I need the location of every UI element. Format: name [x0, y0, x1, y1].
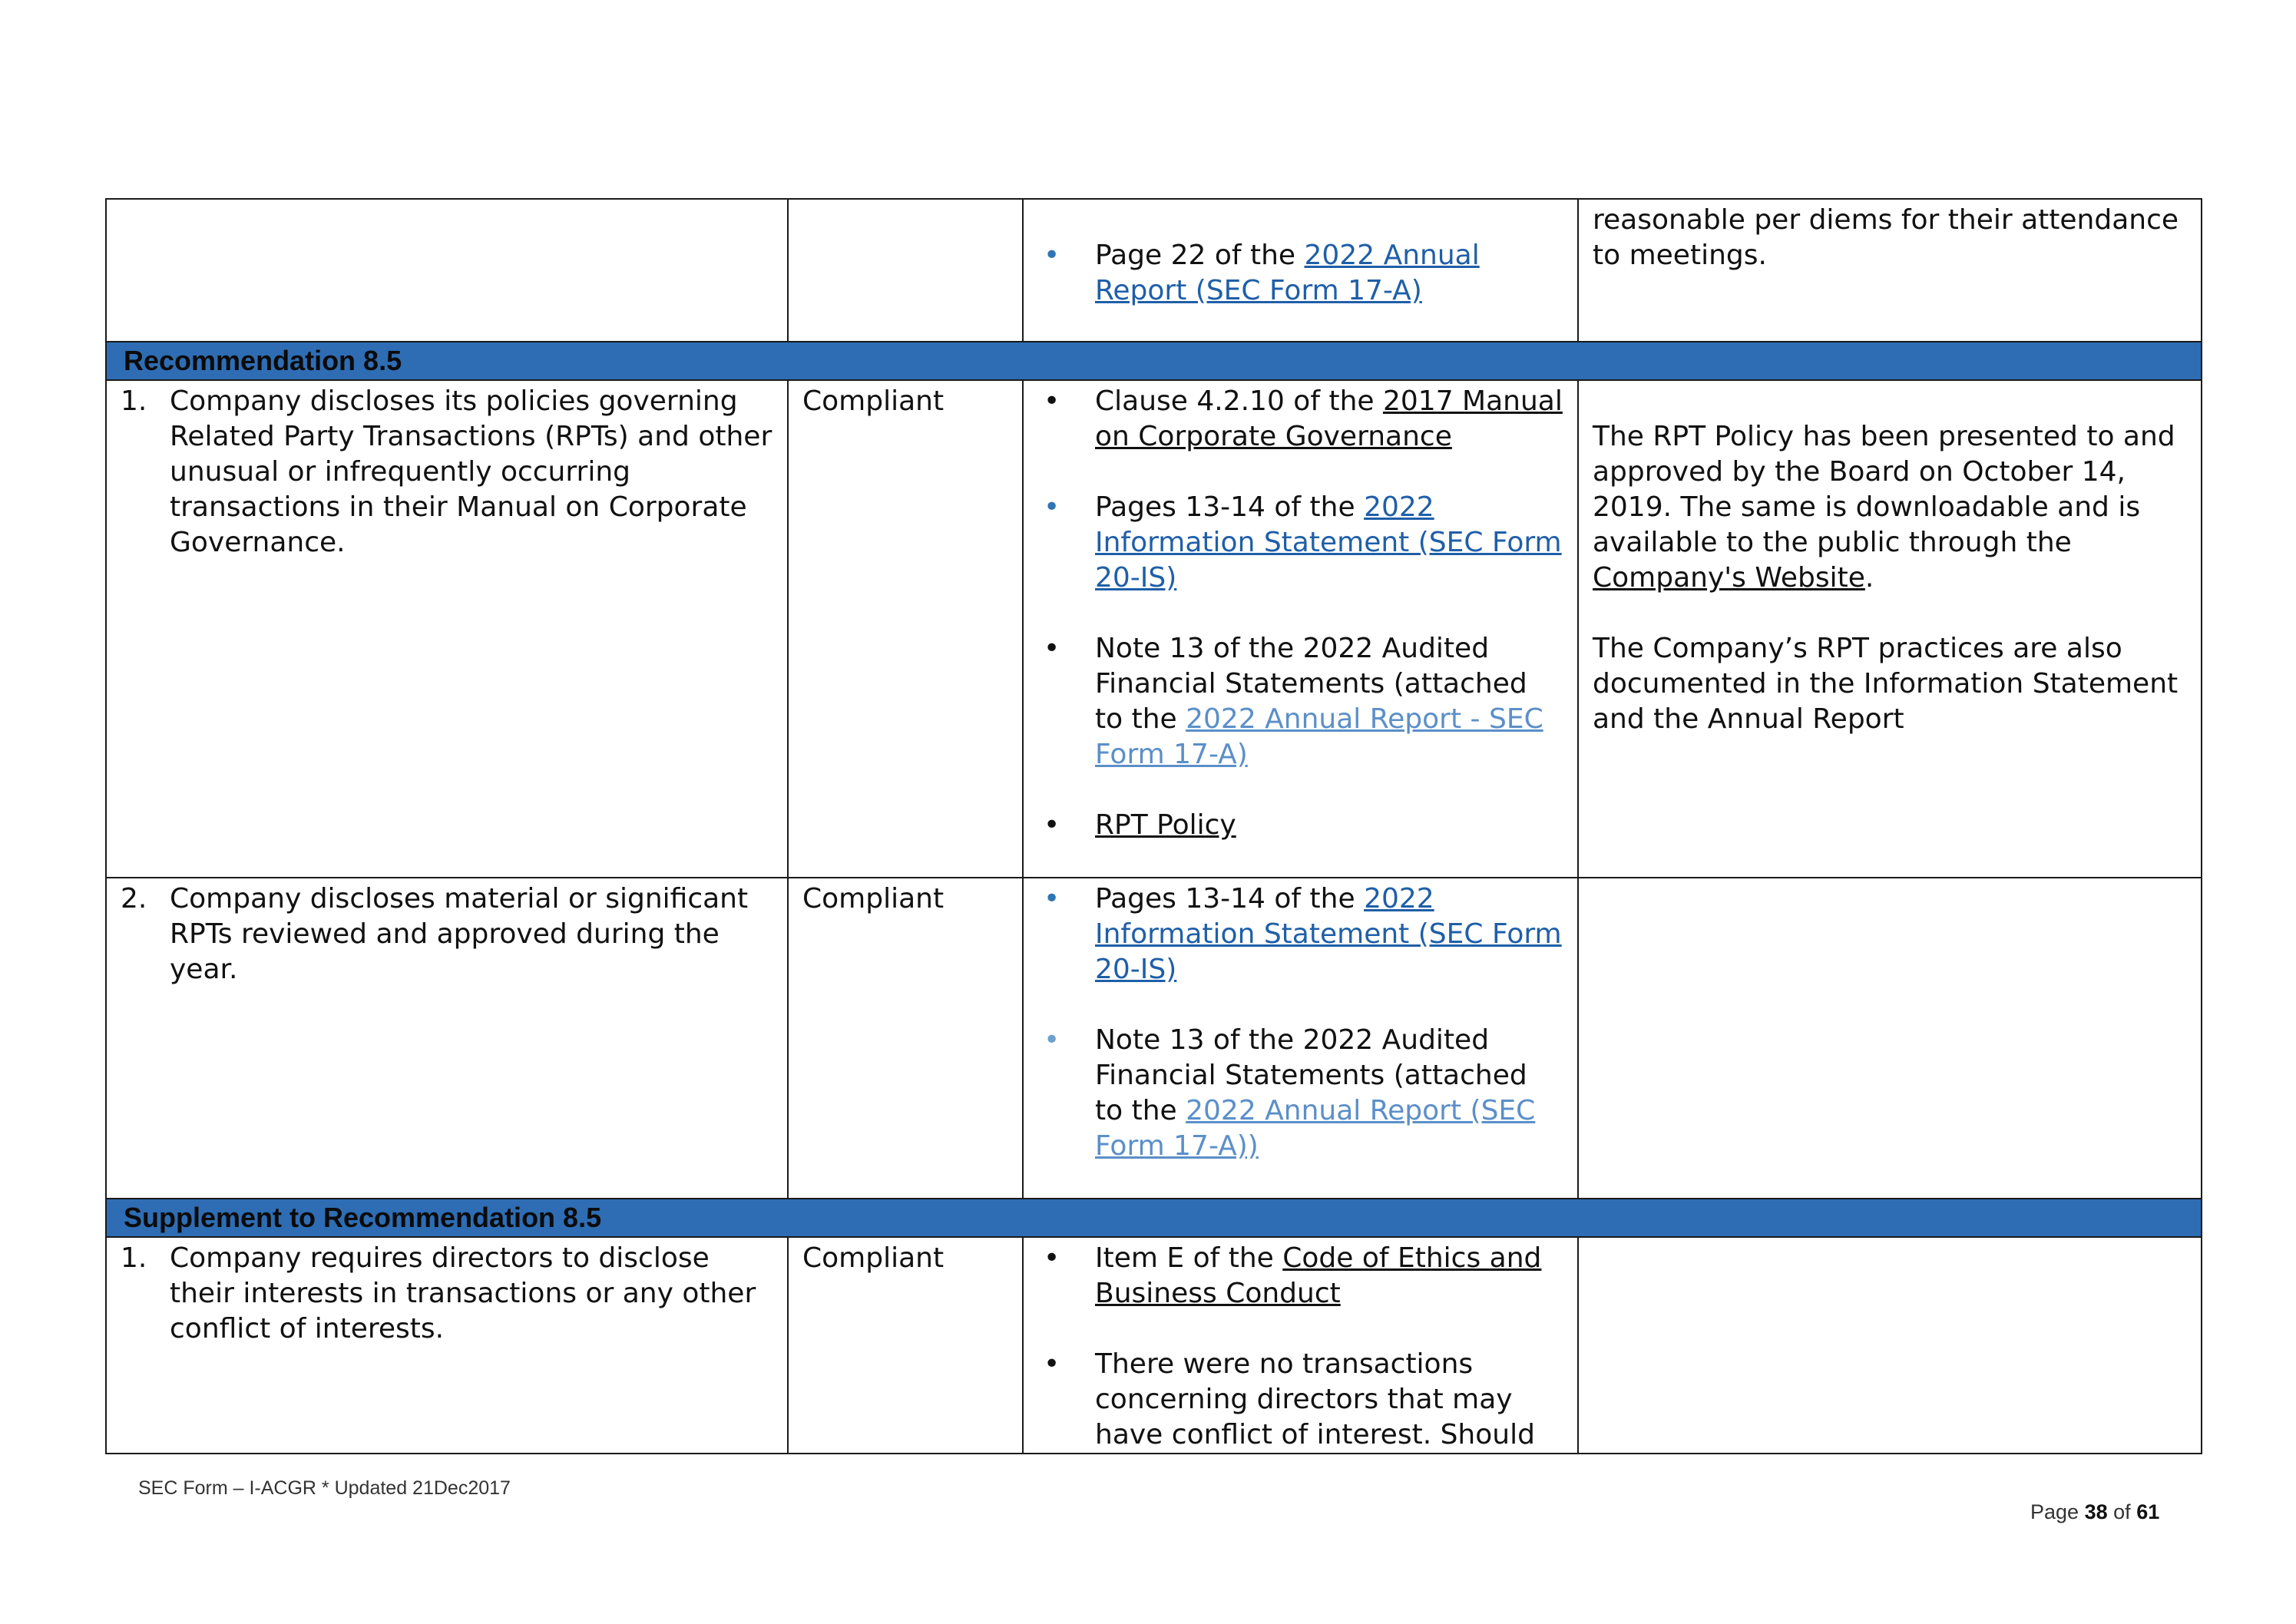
- bullet-icon: •: [1044, 883, 1060, 915]
- bullet-icon: •: [1044, 1348, 1060, 1380]
- acgr-table: [105, 198, 2202, 1454]
- bullet-icon: •: [1044, 385, 1060, 417]
- footer-form-label: SEC Form – I-ACGR * Updated 21Dec2017: [138, 1477, 511, 1499]
- bullet-icon: •: [1044, 491, 1060, 523]
- recommendation-text: Company discloses its policies governing Related Party Transactions (RPTs) and other unusual or infrequently occurring transactions in their Manual on Corporate Governance.: [170, 385, 773, 558]
- remarks-paragraph: The Company’s RPT practices are also documented in the Information Statement and the Annual Report: [1593, 633, 2179, 735]
- annual-report-link[interactable]: 2022 Annual Report - SEC Form 17-A): [1095, 703, 1543, 770]
- recommendation-cell: [106, 199, 788, 342]
- recommendation-cell: 1. Company requires directors to disclose their interests in transactions or any other conflict of interests.: [106, 1237, 788, 1454]
- list-item: • Note 13 of the 2022 Audited Financial Statements (attached to the 2022 Annual Report (SEC Form 17-A)): [1044, 1024, 1536, 1162]
- section-title: Supplement to Recommendation 8.5: [106, 1199, 2202, 1237]
- table-row: [106, 878, 2202, 1199]
- list-item: • Pages 13-14 of the 2022 Information Statement (SEC Form 20-IS): [1044, 491, 1562, 594]
- section-header: [106, 1199, 2202, 1237]
- section-header: [106, 342, 2202, 380]
- recommendation-text: Company discloses material or significant RPTs reviewed and approved during the year.: [170, 883, 749, 985]
- page-number: Page 38 of 61: [2030, 1500, 2160, 1523]
- bullet-icon: •: [1044, 240, 1060, 271]
- bullet-icon: •: [1044, 809, 1060, 841]
- compliance-cell: Compliant: [788, 1237, 1023, 1454]
- table-row: [106, 1237, 2202, 1454]
- information-statement-link[interactable]: 2022 Information Statement (SEC Form 20-IS): [1095, 491, 1562, 594]
- company-website-link[interactable]: Company's Website: [1593, 562, 1865, 594]
- explanation-cell: [1023, 1237, 1578, 1454]
- remarks-cell: [1578, 878, 2202, 1199]
- information-statement-link[interactable]: 2022 Information Statement (SEC Form 20-IS): [1095, 883, 1562, 985]
- compliance-cell: Compliant: [788, 380, 1023, 878]
- rpt-policy-link[interactable]: RPT Policy: [1095, 809, 1236, 841]
- code-of-ethics-link[interactable]: Code of Ethics and Business Conduct: [1095, 1242, 1542, 1309]
- explanation-cell: [1023, 878, 1578, 1199]
- list-item: • There were no transactions concerning directors that may have conflict of interest. Should: [1044, 1348, 1535, 1450]
- manual-link[interactable]: 2017 Manual on Corporate Governance: [1095, 385, 1563, 452]
- list-item: [1037, 808, 1563, 843]
- annual-report-link[interactable]: 2022 Annual Report (SEC Form 17-A)): [1095, 1095, 1536, 1162]
- list-item: • Page 22 of the 2022 Annual Report (SEC Form 17-A): [1044, 240, 1480, 306]
- bullet-icon: •: [1044, 633, 1060, 664]
- list-item: • Note 13 of the 2022 Audited Financial Statements (attached to the 2022 Annual Report - SEC Form 17-A): [1044, 633, 1543, 770]
- bullet-icon: •: [1044, 1242, 1060, 1274]
- table-row: [106, 380, 2202, 878]
- annual-report-link[interactable]: 2022 Annual Report (SEC Form 17-A): [1095, 240, 1480, 306]
- bullet-icon: •: [1044, 1024, 1060, 1056]
- compliance-cell: [788, 199, 1023, 342]
- explanation-cell: [1023, 199, 1578, 342]
- compliance-cell: Compliant: [788, 878, 1023, 1199]
- section-title: Recommendation 8.5: [106, 342, 2202, 380]
- explanation-cell: [1023, 380, 1578, 878]
- recommendation-cell: 1. Company discloses its policies governing Related Party Transactions (RPTs) and other unusual or infrequently occurring transactions in their Manual on Corporate Governance.: [106, 380, 788, 878]
- recommendation-text: Company requires directors to disclose their interests in transactions or any other conflict of interests.: [170, 1242, 756, 1345]
- remarks-cell: reasonable per diems for their attendance to meetings.: [1578, 199, 2202, 342]
- table-row: [106, 199, 2202, 342]
- remarks-paragraph: The RPT Policy has been presented to and approved by the Board on October 14, 2019. The same is downloadable and is available to the public through the Company's Website.: [1593, 421, 2175, 594]
- remarks-cell: [1578, 380, 2202, 878]
- list-item: • Clause 4.2.10 of the 2017 Manual on Corporate Governance: [1044, 385, 1563, 452]
- list-item: • Item E of the Code of Ethics and Business Conduct: [1044, 1242, 1542, 1309]
- recommendation-cell: 2. Company discloses material or significant RPTs reviewed and approved during the year.: [106, 878, 788, 1199]
- list-item: • Pages 13-14 of the 2022 Information Statement (SEC Form 20-IS): [1044, 883, 1562, 985]
- remarks-cell: [1578, 1237, 2202, 1454]
